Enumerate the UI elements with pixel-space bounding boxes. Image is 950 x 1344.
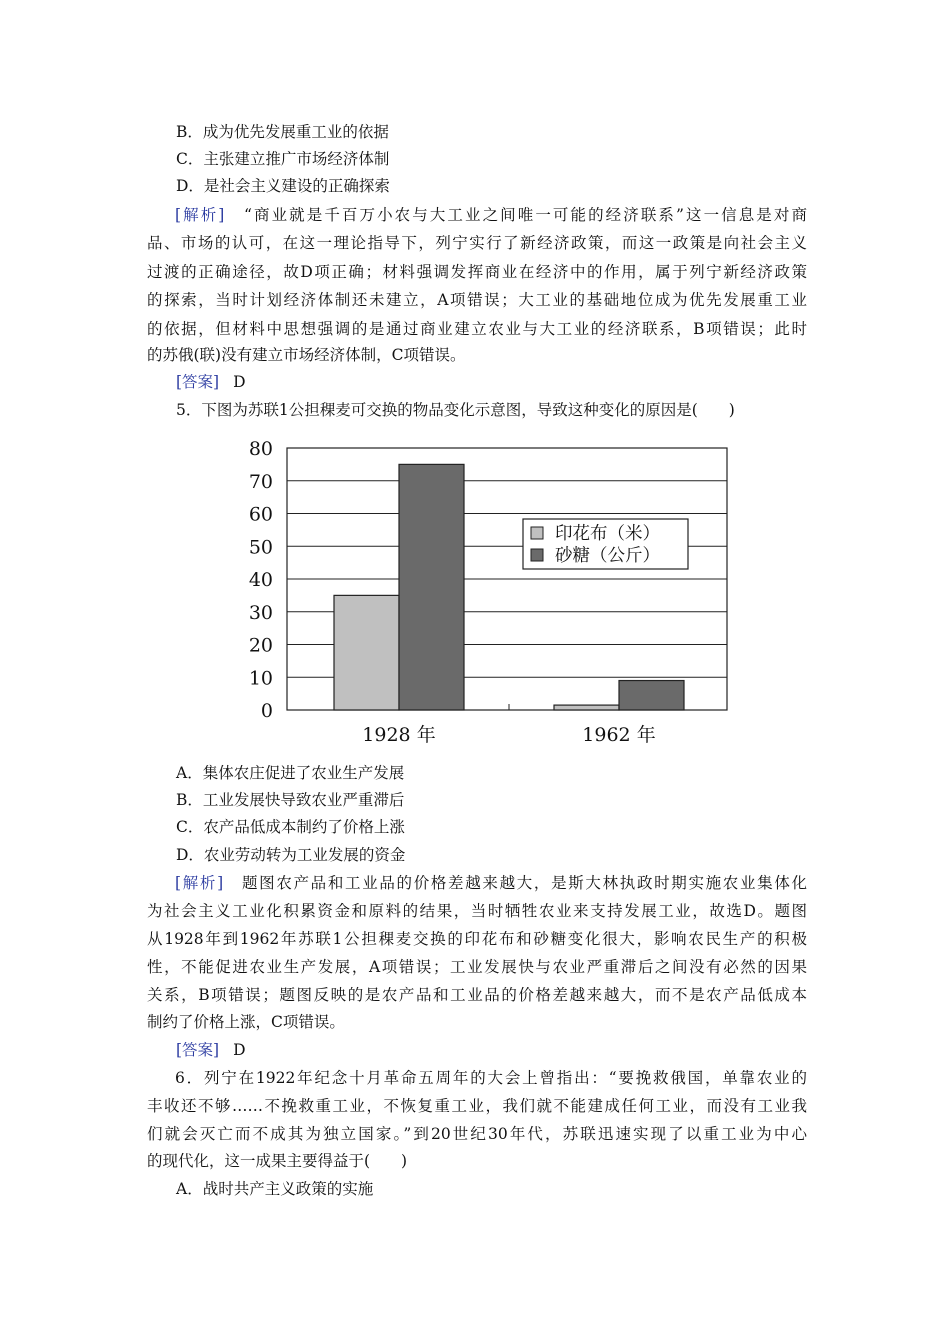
q4-answer-tag: [答案] — [176, 373, 220, 391]
q5-answer — [176, 1040, 246, 1060]
q4-analysis-tag: [解析] — [175, 206, 225, 224]
y-tick-label: 10 — [248, 667, 273, 690]
q4-analysis-line-4: 的探索，当时计划经济体制还未建立，A项错误；大工业的基础地位成为优先发展重工业 — [147, 291, 807, 309]
q6-stem-line-4: 的现代化，这一成果主要得益于( ) — [147, 1152, 408, 1170]
bar — [619, 681, 684, 710]
legend-label: 砂糖（公斤） — [555, 546, 660, 566]
q6-option-a: A．战时共产主义政策的实施 — [176, 1180, 374, 1198]
q4-analysis-line-2: 品、市场的认可，在这一理论指导下，列宁实行了新经济政策，而这一政策是向社会主义 — [147, 234, 807, 252]
q5-option-c: C．农产品低成本制约了价格上涨 — [176, 818, 405, 836]
q5-analysis-line-4: 性，不能促进农业生产发展，A项错误；工业发展快与农业严重滞后之间没有必然的因果 — [147, 958, 807, 976]
q5-analysis-line-6: 制约了价格上涨，C项错误。 — [147, 1013, 345, 1031]
x-tick-label: 1962 年 — [582, 724, 656, 746]
bar — [554, 705, 619, 710]
q5-analysis-line-1: [解析] 题图农产品和工业品的价格差越来越大，是斯大林执政时期实施农业集体化 — [175, 874, 807, 892]
q4-analysis-line-3: 过渡的正确途径，故D项正确；材料强调发挥商业在经济中的作用，属于列宁新经济政策 — [147, 263, 807, 281]
q6-stem-line-2: 丰收还不够……不挽救重工业，不恢复重工业，我们就不能建成任何工业，而没有工业我 — [147, 1097, 807, 1115]
y-tick-label: 20 — [248, 634, 273, 657]
y-tick-label: 40 — [248, 569, 273, 591]
q4-answer — [176, 372, 246, 392]
q5-analysis-line-3: 从1928年到1962年苏联1公担稞麦交换的印花布和砂糖变化很大，影响农民生产的积极 — [147, 930, 807, 948]
q4-analysis-line-1: [解析] “商业就是千百万小农与大工业之间唯一可能的经济联系”这一信息是对商 — [175, 206, 807, 224]
y-tick-label: 30 — [248, 601, 273, 624]
y-tick-label: 0 — [260, 700, 273, 722]
legend-swatch — [531, 527, 543, 539]
q5-answer-letter: D — [233, 1041, 246, 1059]
bar — [399, 464, 464, 710]
q4-analysis-line-6: 的苏俄(联)没有建立市场经济体制，C项错误。 — [147, 346, 466, 364]
q5-option-d: D．农业劳动转为工业发展的资金 — [176, 846, 406, 864]
q5-answer-tag: [答案] — [176, 1041, 220, 1059]
q4-option-b: B．成为优先发展重工业的依据 — [176, 123, 389, 141]
legend-label: 印花布（米） — [555, 524, 660, 544]
q4-option-c: C．主张建立推广市场经济体制 — [176, 150, 390, 168]
q4-option-d: D．是社会主义建设的正确探索 — [176, 177, 390, 195]
q6-stem-line-3: 们就会灭亡而不成其为独立国家。”到20世纪30年代，苏联迅速实现了以重工业为中心 — [147, 1125, 807, 1143]
q5-option-a: A．集体农庄促进了农业生产发展 — [176, 764, 405, 782]
q4-answer-letter: D — [233, 373, 246, 391]
q4-analysis-line-5: 的依据，但材料中思想强调的是通过商业建立农业与大工业的经济联系，B项错误；此时 — [147, 320, 807, 338]
legend-swatch — [531, 549, 543, 561]
y-tick-label: 50 — [248, 536, 273, 559]
q5-option-b: B．工业发展快导致农业严重滞后 — [176, 791, 405, 809]
y-tick-label: 60 — [248, 503, 273, 526]
y-tick-label: 70 — [248, 470, 273, 493]
y-tick-label: 80 — [248, 438, 273, 460]
q5-stem: 5．下图为苏联1公担稞麦可交换的物品变化示意图，导致这种变化的原因是( ) — [176, 401, 735, 419]
bar-chart — [240, 435, 740, 750]
q5-analysis-line-5: 关系，B项错误；题图反映的是农产品和工业品的价格差越来越大，而不是农产品低成本 — [147, 986, 807, 1004]
q5-analysis-line-2: 为社会主义工业化积累资金和原料的结果，当时牺牲农业来支持发展工业，故选D。题图 — [147, 902, 807, 920]
bar — [334, 595, 399, 710]
x-tick-label: 1928 年 — [362, 724, 436, 746]
q6-stem-line-1: 6．列宁在1922年纪念十月革命五周年的大会上曾指出：“要挽救俄国，单靠农业的 — [175, 1069, 807, 1087]
q5-analysis-tag: [解析] — [175, 874, 224, 892]
